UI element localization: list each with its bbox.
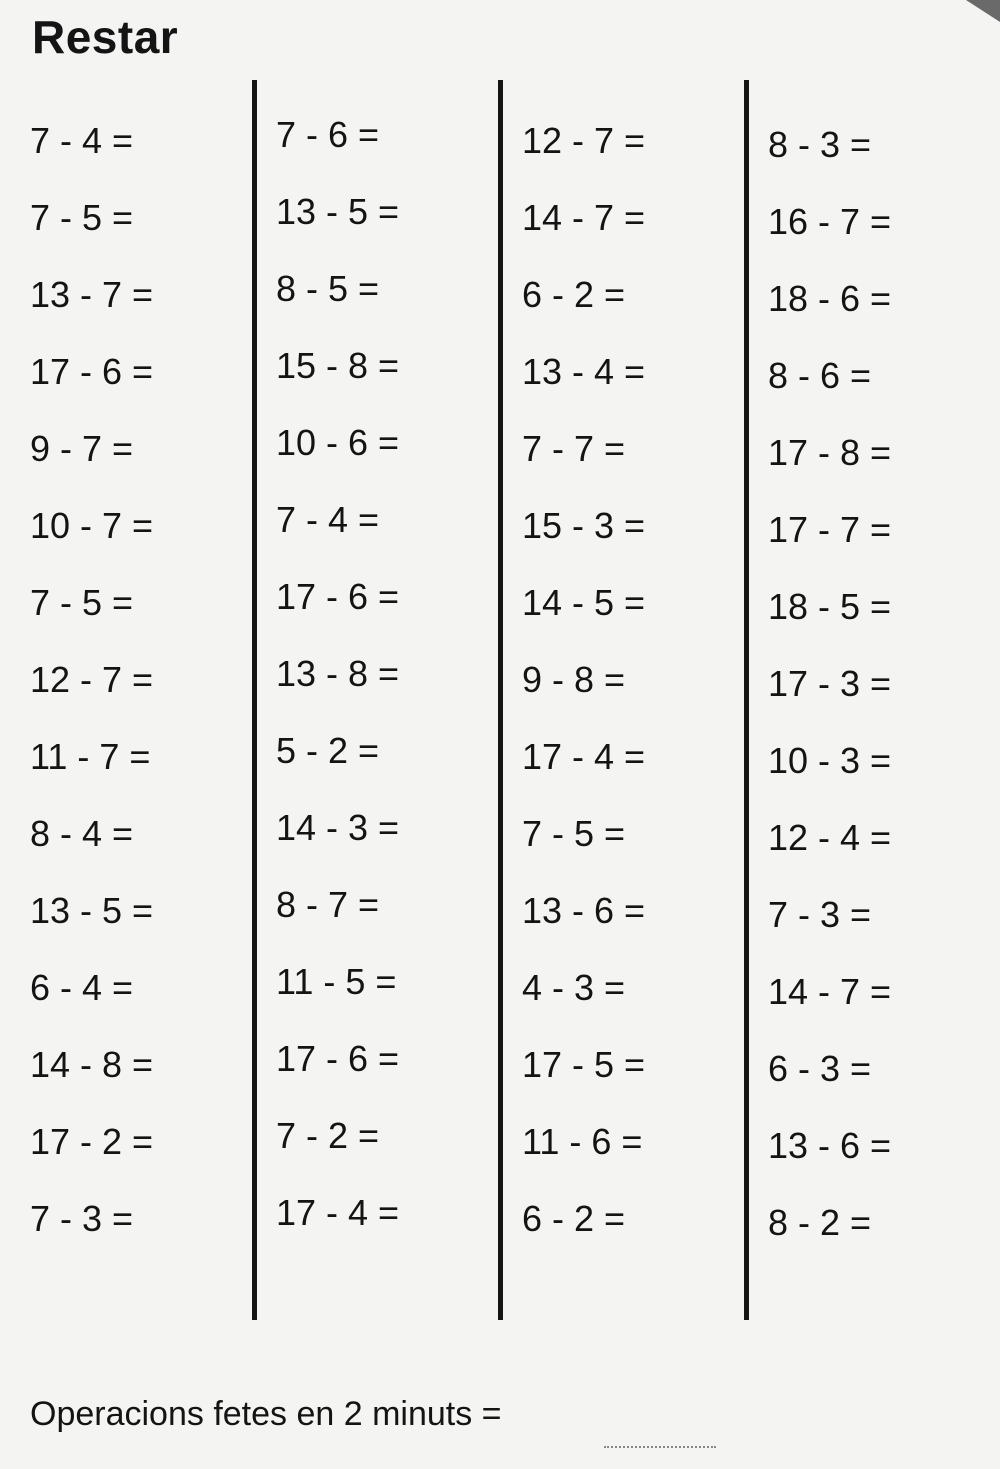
exercise-column-2 — [276, 105, 496, 1260]
page-title: Restar — [32, 11, 179, 63]
subtraction-exercise: 18 - 6 = — [768, 278, 892, 319]
subtraction-exercise: 17 - 5 = — [522, 1044, 646, 1085]
subtraction-exercise: 10 - 7 = — [30, 505, 154, 546]
subtraction-exercise: 4 - 3 = — [522, 967, 626, 1008]
subtraction-exercise: 15 - 8 = — [276, 345, 400, 386]
subtraction-exercise: 9 - 8 = — [522, 659, 626, 700]
subtraction-exercise: 11 - 6 = — [522, 1121, 643, 1162]
subtraction-exercise: 17 - 4 = — [276, 1192, 400, 1233]
subtraction-exercise: 9 - 7 = — [30, 428, 134, 469]
subtraction-exercise: 13 - 6 = — [768, 1125, 892, 1166]
subtraction-exercise: 13 - 5 = — [30, 890, 154, 931]
subtraction-exercise: 14 - 7 = — [522, 197, 646, 238]
answer-blank-line[interactable] — [604, 1446, 716, 1448]
subtraction-exercise: 7 - 5 = — [30, 197, 134, 238]
subtraction-exercise: 7 - 5 = — [522, 813, 626, 854]
subtraction-exercise: 13 - 5 = — [276, 191, 400, 232]
subtraction-exercise: 17 - 4 = — [522, 736, 646, 777]
subtraction-exercise: 17 - 3 = — [768, 663, 892, 704]
subtraction-exercise: 7 - 4 = — [30, 120, 134, 161]
subtraction-exercise: 14 - 3 = — [276, 807, 400, 848]
subtraction-exercise: 7 - 7 = — [522, 428, 626, 469]
subtraction-exercise: 11 - 7 = — [30, 736, 151, 777]
subtraction-exercise: 14 - 8 = — [30, 1044, 154, 1085]
subtraction-exercise: 17 - 6 = — [276, 576, 400, 617]
subtraction-exercise: 8 - 7 = — [276, 884, 380, 925]
footer-label: Operacions fetes en 2 minuts = — [30, 1395, 502, 1433]
subtraction-exercise: 7 - 5 = — [30, 582, 134, 623]
subtraction-exercise: 11 - 5 = — [276, 961, 397, 1002]
subtraction-exercise: 13 - 8 = — [276, 653, 400, 694]
subtraction-exercise: 13 - 6 = — [522, 890, 646, 931]
subtraction-exercise: 7 - 6 = — [276, 114, 380, 155]
subtraction-exercise: 17 - 6 = — [276, 1038, 400, 1079]
subtraction-exercise: 17 - 2 = — [30, 1121, 154, 1162]
subtraction-exercise: 6 - 2 = — [522, 274, 626, 315]
subtraction-exercise: 17 - 8 = — [768, 432, 892, 473]
exercise-column-1 — [30, 111, 250, 1266]
page-corner-mark — [966, 0, 1000, 22]
column-divider-3 — [744, 80, 749, 1320]
exercise-column-3 — [522, 111, 742, 1266]
subtraction-exercise: 7 - 3 = — [30, 1198, 134, 1239]
subtraction-exercise: 14 - 7 = — [768, 971, 892, 1012]
subtraction-exercise: 8 - 2 = — [768, 1202, 872, 1243]
subtraction-exercise: 8 - 4 = — [30, 813, 134, 854]
exercise-column-4 — [768, 115, 988, 1270]
subtraction-exercise: 6 - 4 = — [30, 967, 134, 1008]
subtraction-exercise: 10 - 6 = — [276, 422, 400, 463]
subtraction-exercise: 8 - 3 = — [768, 124, 872, 165]
subtraction-exercise: 12 - 7 = — [30, 659, 154, 700]
subtraction-exercise: 8 - 6 = — [768, 355, 872, 396]
subtraction-exercise: 7 - 2 = — [276, 1115, 380, 1156]
subtraction-exercise: 17 - 6 = — [30, 351, 154, 392]
subtraction-exercise: 5 - 2 = — [276, 730, 380, 771]
column-divider-2 — [498, 80, 503, 1320]
subtraction-exercise: 6 - 2 = — [522, 1198, 626, 1239]
subtraction-exercise: 14 - 5 = — [522, 582, 646, 623]
subtraction-exercise: 13 - 7 = — [30, 274, 154, 315]
subtraction-exercise: 7 - 4 = — [276, 499, 380, 540]
subtraction-exercise: 6 - 3 = — [768, 1048, 872, 1089]
subtraction-exercise: 10 - 3 = — [768, 740, 892, 781]
subtraction-exercise: 16 - 7 = — [768, 201, 892, 242]
subtraction-exercise: 18 - 5 = — [768, 586, 892, 627]
column-divider-1 — [252, 80, 257, 1320]
subtraction-exercise: 12 - 4 = — [768, 817, 892, 858]
subtraction-exercise: 8 - 5 = — [276, 268, 380, 309]
subtraction-exercise: 15 - 3 = — [522, 505, 646, 546]
subtraction-exercise: 7 - 3 = — [768, 894, 872, 935]
subtraction-exercise: 17 - 7 = — [768, 509, 892, 550]
subtraction-exercise: 12 - 7 = — [522, 120, 646, 161]
subtraction-exercise: 13 - 4 = — [522, 351, 646, 392]
